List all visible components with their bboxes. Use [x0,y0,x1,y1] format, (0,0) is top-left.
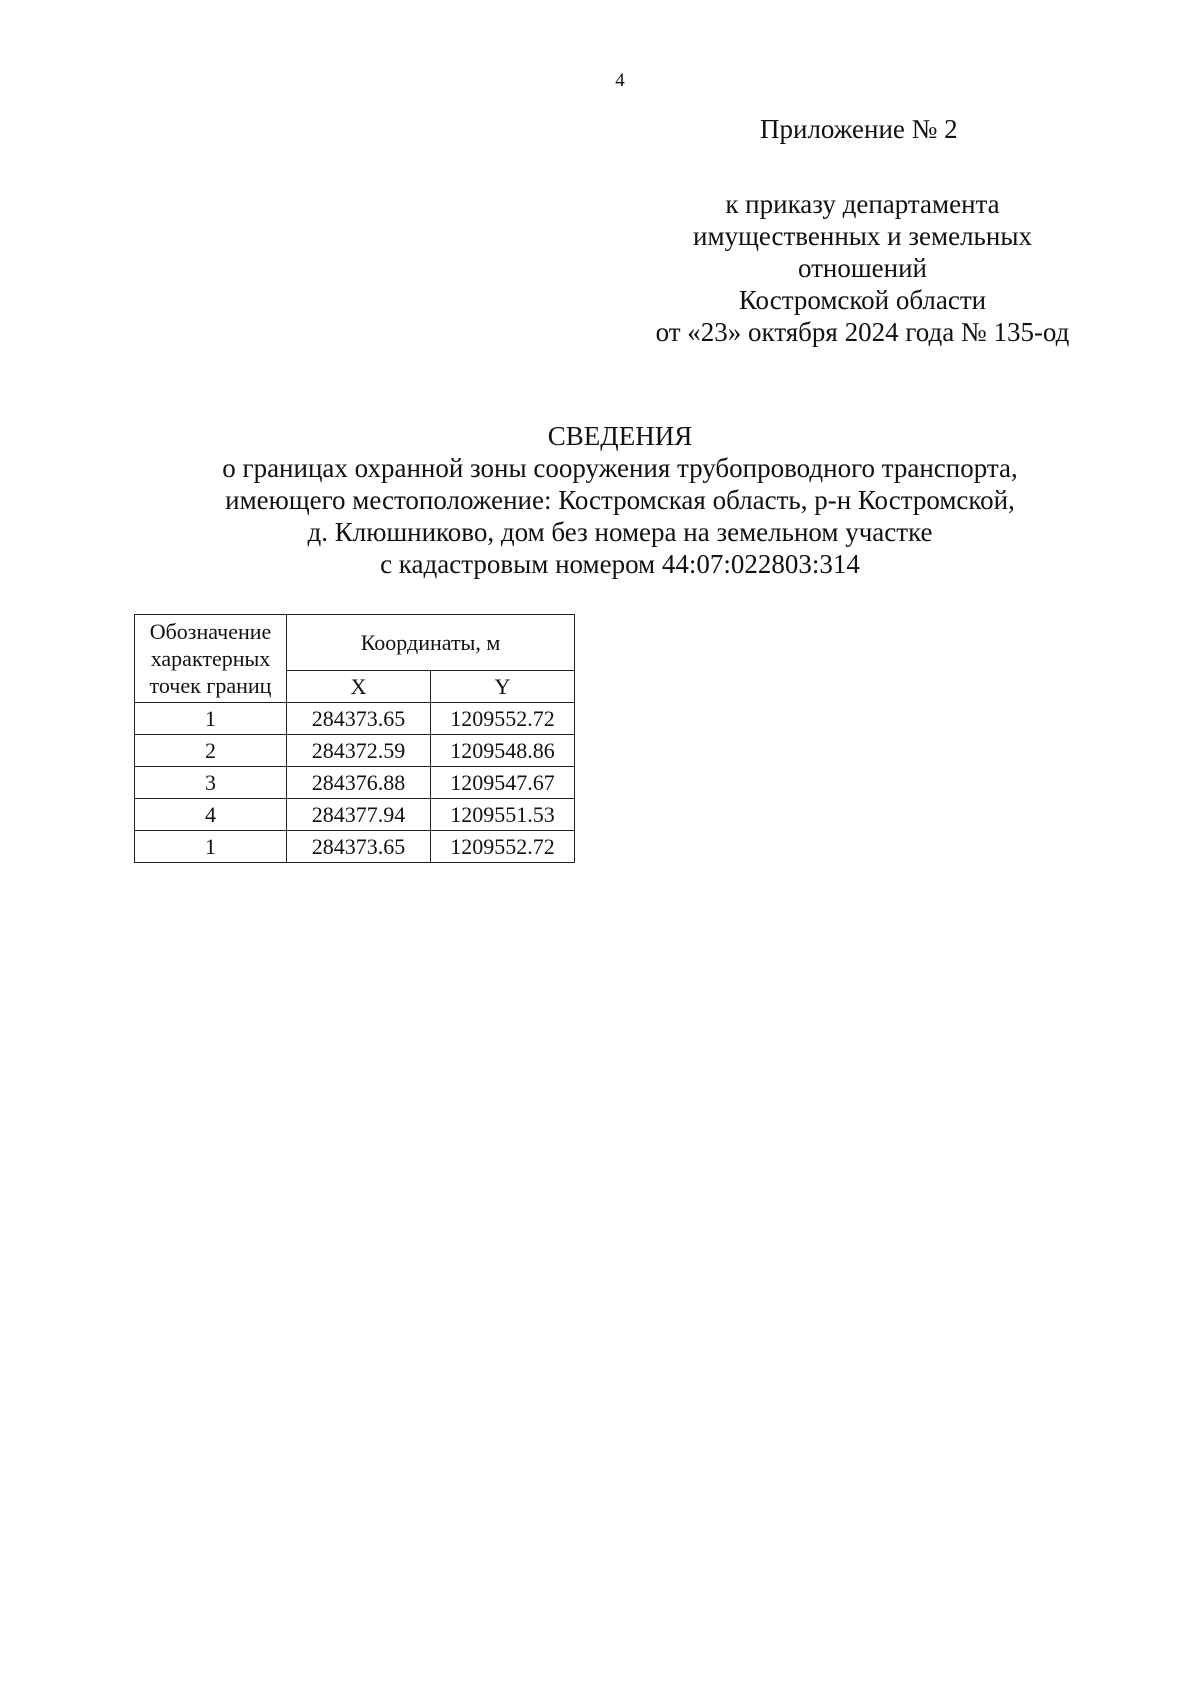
heading-line: д. Клюшниково, дом без номера на земельном участке [307,517,933,547]
y-cell: 1209551.53 [431,799,575,831]
heading-line: о границах охранной зоны сооружения трубопроводного транспорта, [222,453,1018,483]
heading-title: СВЕДЕНИЯ [547,421,693,451]
order-line: отношений [797,253,927,283]
point-header-line: точек границ [149,673,272,698]
point-cell: 1 [135,831,287,863]
order-line: к приказу департамента [725,189,1000,219]
point-header-line: характерных [150,646,271,671]
y-header: Y [431,671,575,703]
coordinates-table [134,614,575,863]
table-row [135,767,575,799]
y-cell: 1209547.67 [431,767,575,799]
point-cell: 2 [135,735,287,767]
coords-header: Координаты, м [287,615,575,671]
order-reference [620,188,1105,348]
document-heading [20,420,1200,580]
heading-line: имеющего местоположение: Костромская область, р-н Костромской, [225,485,1015,515]
point-cell: 1 [135,703,287,735]
order-line: имущественных и земельных [693,221,1032,251]
point-header [135,615,287,703]
x-cell: 284372.59 [287,735,431,767]
order-line: от «23» октября 2024 года № 135-од [655,317,1070,347]
x-cell: 284373.65 [287,703,431,735]
table-row [135,735,575,767]
page-number: 4 [615,70,625,91]
table-row [135,703,575,735]
x-cell: 284376.88 [287,767,431,799]
heading-line: с кадастровым номером 44:07:022803:314 [380,549,860,579]
point-cell: 4 [135,799,287,831]
y-cell: 1209548.86 [431,735,575,767]
y-cell: 1209552.72 [431,703,575,735]
appendix-title: Приложение № 2 [760,114,958,144]
order-line: Костромской области [738,285,987,315]
table-row [135,831,575,863]
x-cell: 284373.65 [287,831,431,863]
y-cell: 1209552.72 [431,831,575,863]
table-row [135,799,575,831]
point-header-line: Обозначение [149,619,272,644]
point-cell: 3 [135,767,287,799]
x-header: X [287,671,431,703]
x-cell: 284377.94 [287,799,431,831]
